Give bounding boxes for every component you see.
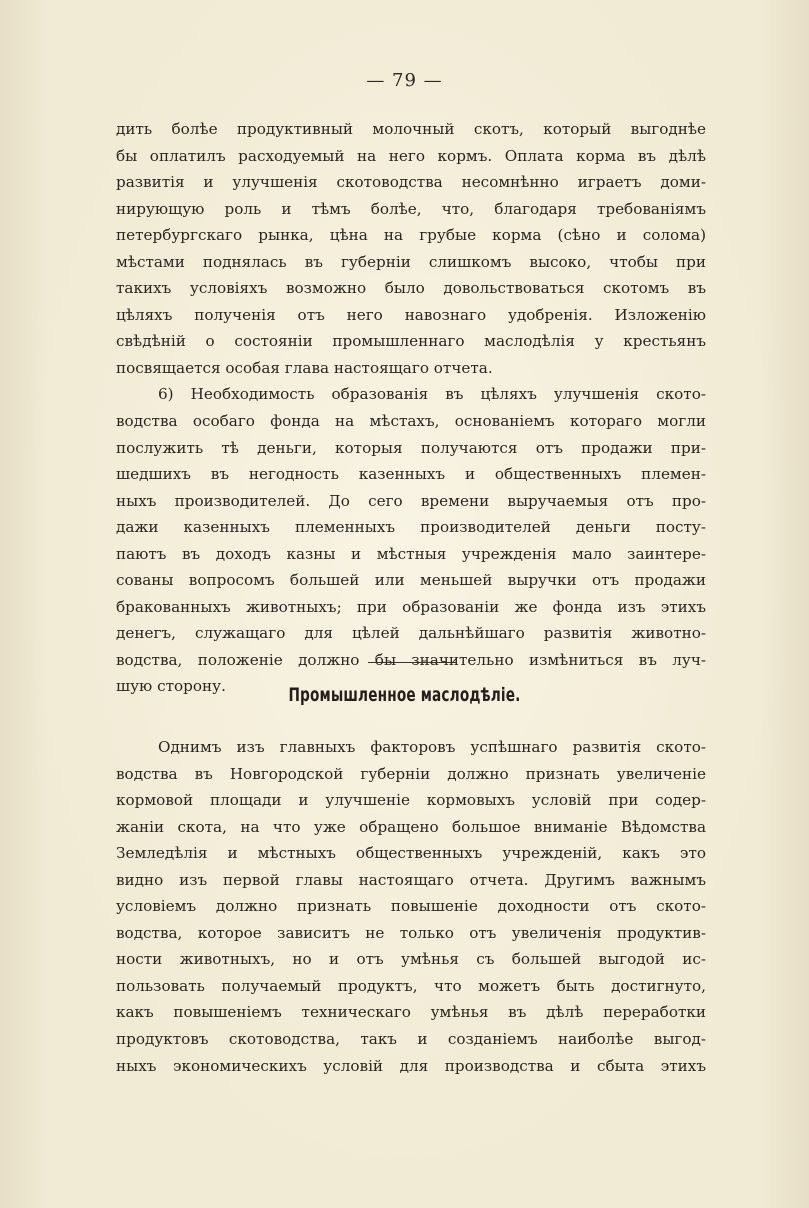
- text-line: развитія и улучшенія скотоводства несомнѣнно играетъ доми-: [116, 173, 706, 192]
- section-heading: Промышленное маслодѣліе.: [288, 684, 521, 706]
- text-line: бы оплатилъ расходуемый на него кормъ. Оплата корма въ дѣлѣ: [116, 146, 706, 165]
- text-line: водства въ Новгородской губерніи должно признать увеличеніе: [116, 764, 706, 783]
- text-line: петербургскаго рынка, цѣна на грубые корма (сѣно и солома): [116, 226, 706, 245]
- text-line: нирующую роль и тѣмъ болѣе, что, благодаря требованіямъ: [116, 199, 706, 218]
- text-line: водства особаго фонда на мѣстахъ, основаніемъ котораго могли: [116, 412, 706, 431]
- text-line: шую сторону.: [116, 677, 226, 696]
- text-line: продуктовъ скотоводства, такъ и созданіемъ наиболѣе выгод-: [116, 1030, 706, 1049]
- text-line: послужить тѣ деньги, которыя получаются отъ продажи при-: [116, 438, 706, 457]
- text-line: водства, положеніе должно бы значительно измѣниться въ луч-: [116, 650, 706, 669]
- text-line: ныхъ производителей. До сего времени выручаемыя отъ про-: [116, 491, 706, 510]
- text-line: паютъ въ доходъ казны и мѣстныя учрежденія мало заинтере-: [116, 544, 706, 563]
- text-line: Однимъ изъ главныхъ факторовъ успѣшнаго развитія ското-: [158, 738, 706, 756]
- paragraph-3: [116, 734, 706, 1079]
- text-line: пользовать получаемый продуктъ, что можетъ быть достигнуто,: [116, 976, 706, 995]
- text-line: дажи казенныхъ племенныхъ производителей деньги посту-: [116, 518, 706, 537]
- text-line: мѣстами поднялась въ губерніи слишкомъ высоко, чтобы при: [116, 252, 706, 271]
- paragraph-1: [116, 116, 706, 381]
- text-line: такихъ условіяхъ возможно было довольствоваться скотомъ въ: [116, 279, 706, 298]
- text-line: условіемъ должно признать повышеніе доходности отъ ското-: [116, 897, 706, 916]
- text-line: жаніи скота, на что уже обращено большое вниманіе Вѣдомства: [116, 817, 706, 836]
- lower-text: [116, 734, 706, 1079]
- section-divider: [368, 662, 456, 663]
- text-line: бракованныхъ животныхъ; при образованіи же фонда изъ этихъ: [116, 597, 706, 616]
- text-line: ныхъ экономическихъ условій для производства и сбыта этихъ: [116, 1056, 706, 1075]
- page-number: — 79 —: [366, 70, 443, 91]
- paragraph-2: [116, 381, 706, 700]
- text-line: посвящается особая глава настоящаго отчета.: [116, 358, 493, 377]
- text-line: кормовой площади и улучшеніе кормовыхъ условій при содер-: [116, 791, 706, 810]
- text-line: свѣдѣній о состояніи промышленнаго маслодѣлія у крестьянъ: [116, 332, 706, 351]
- text-line: какъ повышеніемъ техническаго умѣнья въ дѣлѣ переработки: [116, 1003, 706, 1022]
- text-line: шедшихъ въ негодность казенныхъ и общественныхъ племен-: [116, 465, 706, 484]
- text-line: водства, которое зависитъ не только отъ увеличенія продуктив-: [116, 923, 706, 942]
- text-line: Земледѣлія и мѣстныхъ общественныхъ учрежденій, какъ это: [116, 844, 706, 863]
- upper-text: [116, 116, 706, 700]
- text-line: ности животныхъ, но и отъ умѣнья съ большей выгодой ис-: [116, 950, 706, 969]
- text-line: денегъ, служащаго для цѣлей дальнѣйшаго развитія животно-: [116, 624, 706, 643]
- text-line: 6) Необходимость образованія въ цѣляхъ улучшенія ското-: [158, 385, 706, 404]
- text-line: видно изъ первой главы настоящаго отчета. Другимъ важнымъ: [116, 870, 706, 889]
- text-line: дить болѣе продуктивный молочный скотъ, который выгоднѣе: [116, 120, 706, 138]
- text-line: сованы вопросомъ большей или меньшей выручки отъ продажи: [116, 571, 706, 590]
- text-line: цѣляхъ полученія отъ него навознаго удобренія. Изложенію: [116, 305, 706, 324]
